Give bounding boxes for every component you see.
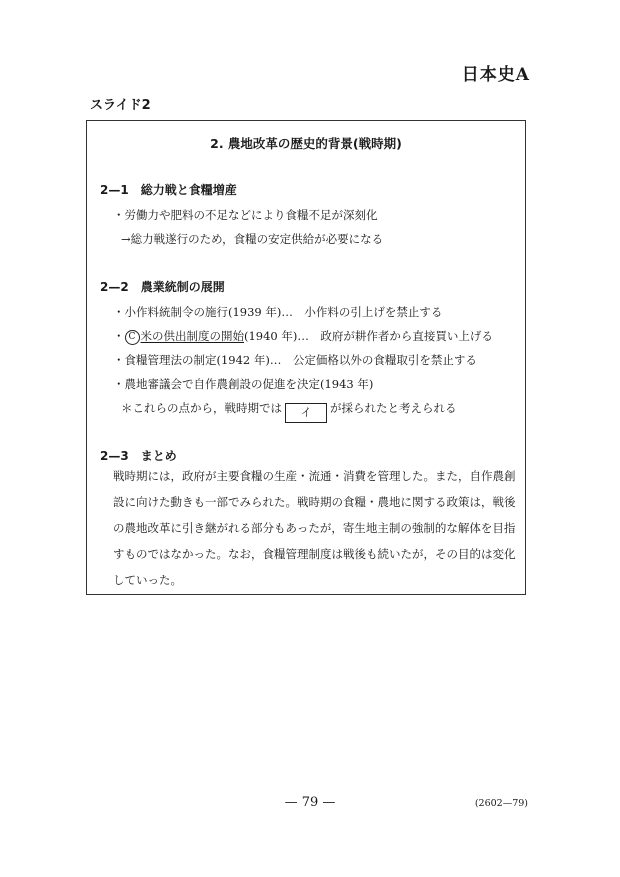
section2-line-5: [121, 400, 457, 423]
section-heading-2-3: 2—3 まとめ: [100, 449, 177, 463]
section1-line-2: →総力戦遂行のため，食糧の安定供給が必要になる: [121, 232, 384, 246]
section2-line-1: ・小作料統制令の施行(1939 年)… 小作料の引上げを禁止する: [113, 305, 443, 319]
slide-frame: [86, 120, 526, 595]
line5-pre: ＊これらの点から，戦時期では: [121, 401, 282, 415]
underlined-term: 米の供出制度の開始: [140, 329, 244, 343]
bullet: ・: [113, 329, 125, 343]
circled-letter-c: C: [125, 330, 140, 345]
line2-rest: (1940 年)… 政府が耕作者から直接買い上げる: [244, 329, 493, 343]
page-code: (2602—79): [474, 798, 528, 809]
slide-label: スライド2: [90, 98, 151, 113]
subject-title: 日本史A: [461, 65, 530, 85]
page-number: — 79 —: [284, 795, 336, 810]
section2-line-3: ・食糧管理法の制定(1942 年)… 公定価格以外の食糧取引を禁止する: [113, 353, 477, 367]
answer-box-i: イ: [285, 403, 327, 423]
line5-post: が採られたと考えられる: [330, 401, 457, 415]
slide-title: 2. 農地改革の歴史的背景(戦時期): [210, 136, 402, 151]
section-heading-2-1: 2—1 総力戦と食糧増産: [100, 183, 237, 197]
section2-line-2: [113, 328, 493, 345]
section-heading-2-2: 2—2 農業統制の展開: [100, 280, 225, 294]
section2-line-4: ・農地審議会で自作農創設の促進を決定(1943 年): [113, 377, 374, 391]
summary-paragraph: 戦時期には，政府が主要食糧の生産・流通・消費を管理した。また，自作農創設に向けた動きも一部でみられた。戦時期の食糧・農地に関する政策は，戦後の農地改革に引き継がれる部分もあったが，寄生地主制の強制的な解体を目指すものではなかった。なお，食糧管理制度は戦後も続いたが，その目的は変化していった。: [113, 469, 516, 587]
section1-line-1: ・労働力や肥料の不足などにより食糧不足が深刻化: [113, 208, 378, 222]
